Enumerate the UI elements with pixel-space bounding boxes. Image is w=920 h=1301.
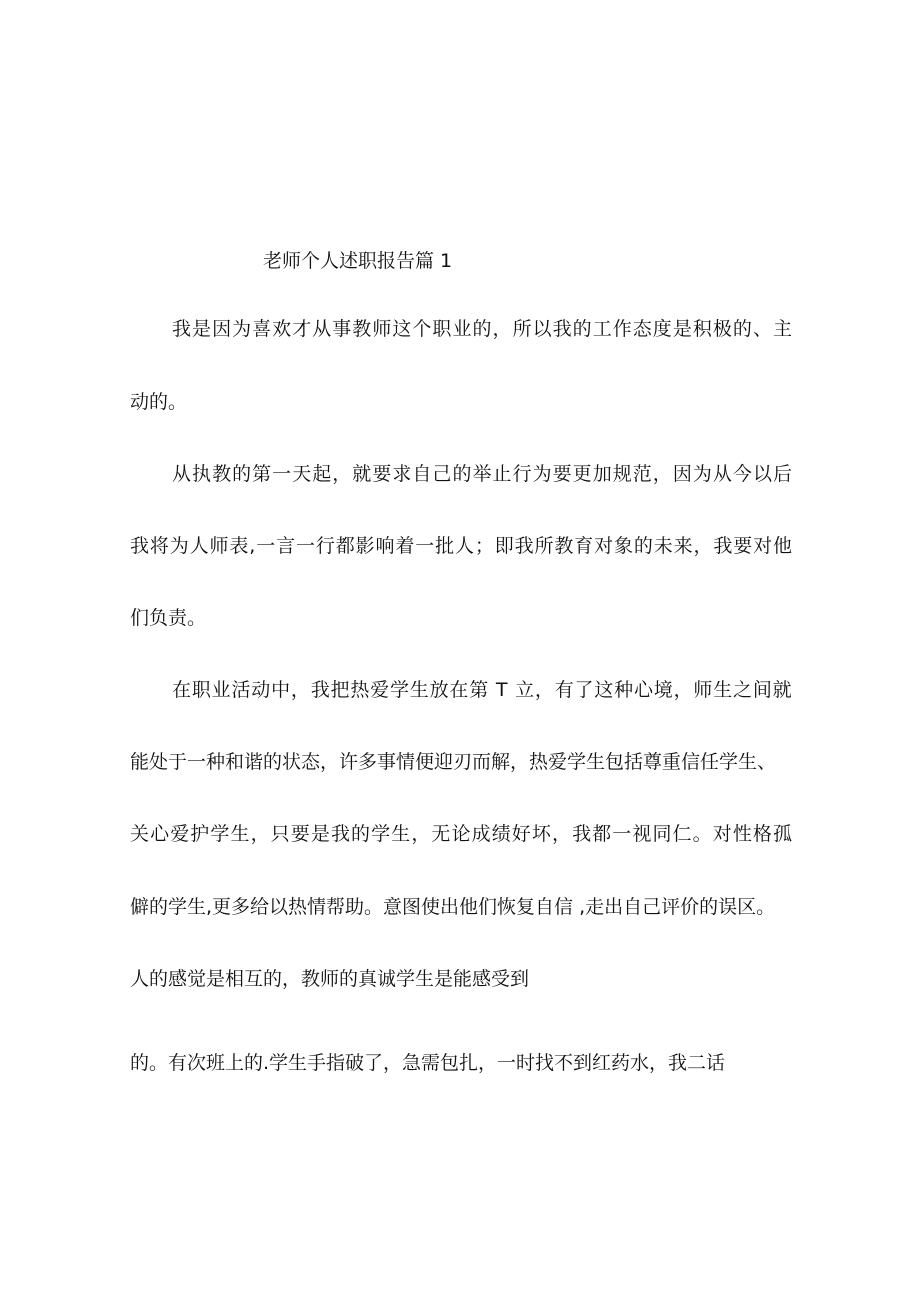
- text-line: 关心爱护学生，只要是我的学生，无论成绩好坏，我都一视同仁。对性格孤: [130, 823, 794, 845]
- text-line: 我是因为喜欢才从事教师这个职业的，所以我的工作态度是积极的、主: [172, 318, 794, 340]
- text-line: 僻的学生,更多给以热情帮助。意图使出他们恢复自信 ,走出自己评价的误区。: [130, 896, 776, 918]
- text-line: 们负责。: [130, 607, 207, 629]
- text-line: 的。有次班上的.学生手指破了，急需包扎，一时找不到红药水，我二话: [130, 1052, 726, 1074]
- text-line: 在职业活动中，我把热爱学生放在第 T 立，有了这种心境，师生之间就: [172, 679, 793, 701]
- text-line: 从执教的第一天起，就要求自己的举止行为要更加规范，因为从今以后: [172, 463, 794, 485]
- document-title: 老师个人述职报告篇 1: [263, 250, 453, 272]
- text-line: 人的感觉是相互的，教师的真诚学生是能感受到: [130, 968, 530, 990]
- text-line: 我将为人师表,一言一行都影响着一批人；即我所教育对象的未来，我要对他: [130, 535, 793, 557]
- text-line: 能处于一种和谐的状态，许多事情便迎刃而解，热爱学生包括尊重信任学生、: [130, 751, 777, 773]
- text-line: 动的。: [130, 391, 188, 413]
